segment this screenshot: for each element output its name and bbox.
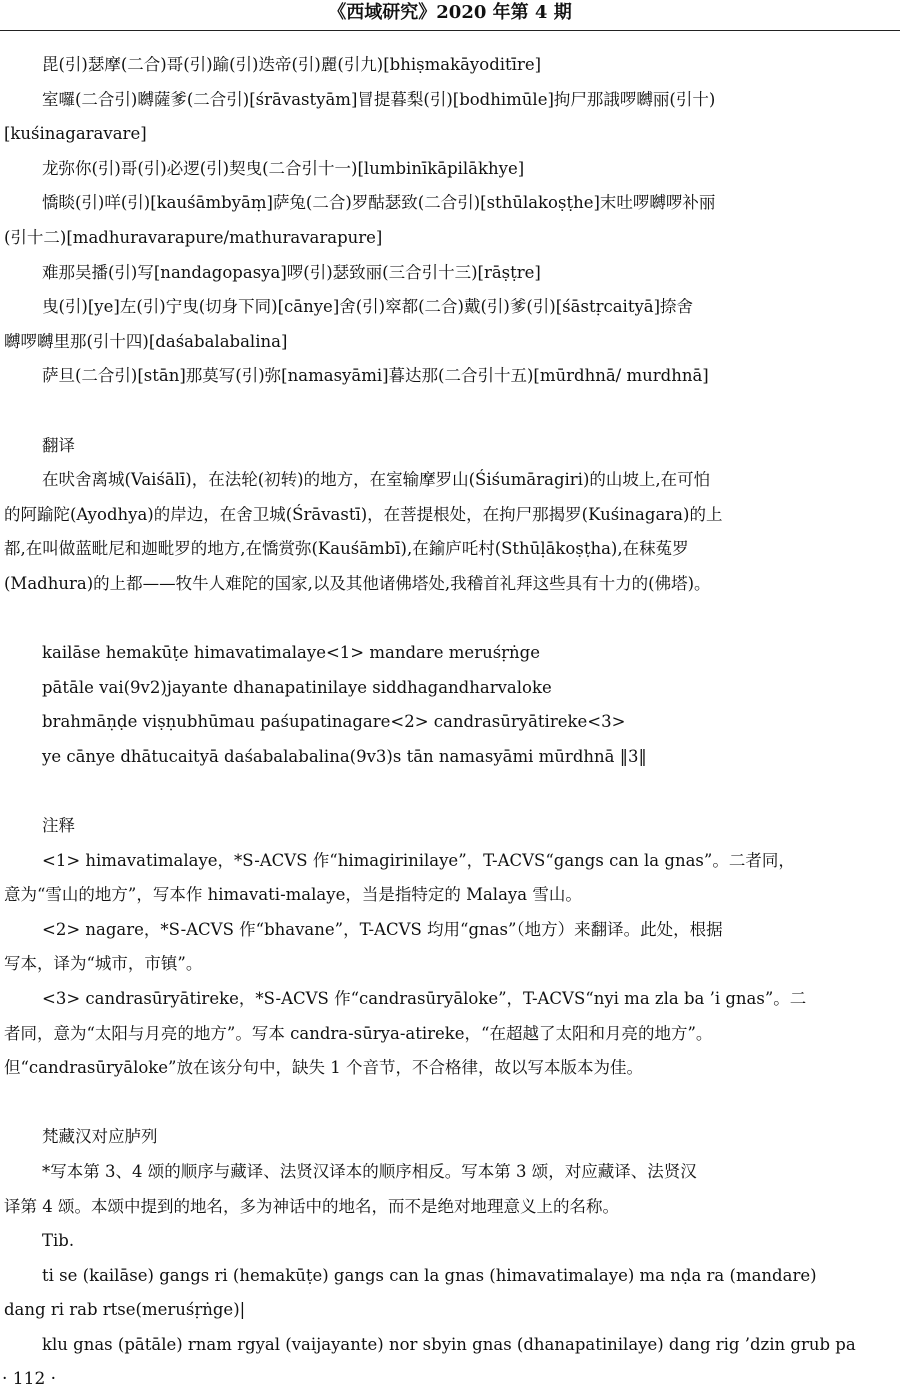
comparison-line: *写本第 3、4 颂的顺序与藏译、法贤汉译本的顺序相反。写本第 3 颂，对应藏译、法贤汉	[42, 1162, 697, 1181]
note-line: 写本，译为“城市，市镇”。	[4, 954, 203, 974]
blank-line	[4, 602, 896, 637]
section-heading-notes: 注释	[42, 816, 75, 836]
verse-line: ye cānye dhātucaityā daśabalabalina(9v3)s tān namasyāmi mūrdhnā ‖3‖	[42, 746, 647, 766]
note-line: <1> himavatimalaye，*S-ACVS 作“himagirinilaye”，T-ACVS“gangs can la gnas”。二者同，	[42, 850, 795, 870]
page-body	[4, 48, 896, 1363]
mantra-line: 憍睒(引)咩(引)[kauśāmbyāṃ]萨兔(二合)罗酤瑟致(二合引)[sthūlakoṣṭhe]末吐啰嚩啰补丽	[42, 193, 716, 213]
mantra-line: 室囉(二合引)嚩薩爹(二合引)[śrāvastyām]冒提暮梨(引)[bodhimūle]拘尸那誐啰嚩丽(引十)	[42, 89, 716, 109]
mantra-line: 毘(引)瑟摩(二合)哥(引)踰(引)迭帝(引)麗(引九)[bhiṣmakāyoditīre]	[42, 55, 542, 74]
comparison-line: 译第 4 颂。本颂中提到的地名，多为神话中的地名，而不是绝对地理意义上的名称。	[4, 1196, 619, 1216]
mantra-line: 龙弥你(引)哥(引)必逻(引)契曳(二合引十一)[lumbinīkāpilākhye]	[42, 158, 525, 178]
translation-line: 在吠舍离城(Vaiśālī)，在法轮(初转)的地方，在室输摩罗山(Śiśumāragiri)的山坡上,在可怕	[42, 470, 711, 490]
note-line: 意为“雪山的地方”，写本作 himavati-malaye，当是指特定的 Malaya 雪山。	[4, 885, 582, 905]
verse-line: brahmāṇḍe viṣṇubhūmau paśupatinagare<2> candrasūryātireke<3>	[42, 712, 626, 732]
tibetan-line: dang ri rab rtse(meruśṛṅge)|	[4, 1300, 246, 1320]
tibetan-line: ti se (kailāse) gangs ri (hemakūṭe) gangs can la gnas (himavatimalaye) ma nḍa ra (mandare)	[42, 1265, 817, 1285]
mantra-line: (引十二)[madhuravarapure/mathuravarapure]	[4, 227, 383, 247]
blank-line	[4, 394, 896, 429]
section-heading-translation: 翻译	[42, 435, 75, 455]
verse-line: kailāse hemakūṭe himavatimalaye<1> mandare meruśṛṅge	[42, 643, 541, 663]
note-line: 者同，意为“太阳与月亮的地方”。写本 candra-sūrya-atireke，“在超越了太阳和月亮的地方”。	[4, 1023, 713, 1043]
translation-line: 都,在叫做蓝毗尼和迦毗罗的地方,在憍赏弥(Kauśāmbī),在鍮庐吒村(Sthūḷākoṣṭha),在秣菟罗	[4, 539, 689, 559]
note-line: <3> candrasūryātireke，*S-ACVS 作“candrasūryāloke”，T-ACVS“nyi ma zla ba ’i gnas”。二	[42, 989, 807, 1009]
translation-line: (Madhura)的上都——牧牛人难陀的国家,以及其他诸佛塔处,我稽首礼拜这些具有十力的(佛塔)。	[4, 573, 711, 593]
section-heading-comparison: 梵藏汉对应胪列	[42, 1127, 158, 1147]
tibetan-label: Tib.	[42, 1231, 75, 1251]
header-rule	[0, 30, 900, 31]
mantra-line: 嚩啰嚩里那(引十四)[daśabalabalina]	[4, 331, 288, 351]
page-number: · 112 ·	[2, 1369, 57, 1389]
mantra-line: 萨旦(二合引)[stān]那莫写(引)弥[namasyāmi]暮达那(二合引十五)[mūrdhnā/ murdhnā]	[42, 366, 709, 386]
mantra-line: 难那吴播(引)写[nandagopasya]啰(引)瑟致丽(三合引十三)[rāṣṭre]	[42, 262, 541, 282]
mantra-line: [kuśinagaravare]	[4, 124, 147, 144]
blank-line	[4, 774, 896, 809]
translation-line: 的阿踰陀(Ayodhya)的岸边，在舍卫城(Śrāvastī)，在菩提根处，在拘尸那揭罗(Kuśinagara)的上	[4, 504, 723, 524]
note-line: 但“candrasūryāloke”放在该分句中，缺失 1 个音节，不合格律，故以写本版本为佳。	[4, 1058, 643, 1078]
tibetan-line: klu gnas (pātāle) rnam rgyal (vaijayante) nor sbyin gnas (dhanapatinilaye) dang rig ’dzin grub pa	[42, 1334, 856, 1354]
note-line: <2> nagare，*S-ACVS 作“bhavane”，T-ACVS 均用“gnas”（地方）来翻译。此处，根据	[42, 919, 723, 939]
mantra-line: 曳(引)[ye]左(引)宁曳(切身下同)[cānye]舍(引)窣都(二合)戴(引)爹(引)[śāstṛcaityā]捺舍	[42, 297, 694, 317]
journal-header: 《西域研究》2020 年第 4 期	[328, 2, 572, 23]
verse-line: pātāle vai(9v2)jayante dhanapatinilaye siddhagandharvaloke	[42, 677, 552, 697]
blank-line	[4, 1086, 896, 1121]
